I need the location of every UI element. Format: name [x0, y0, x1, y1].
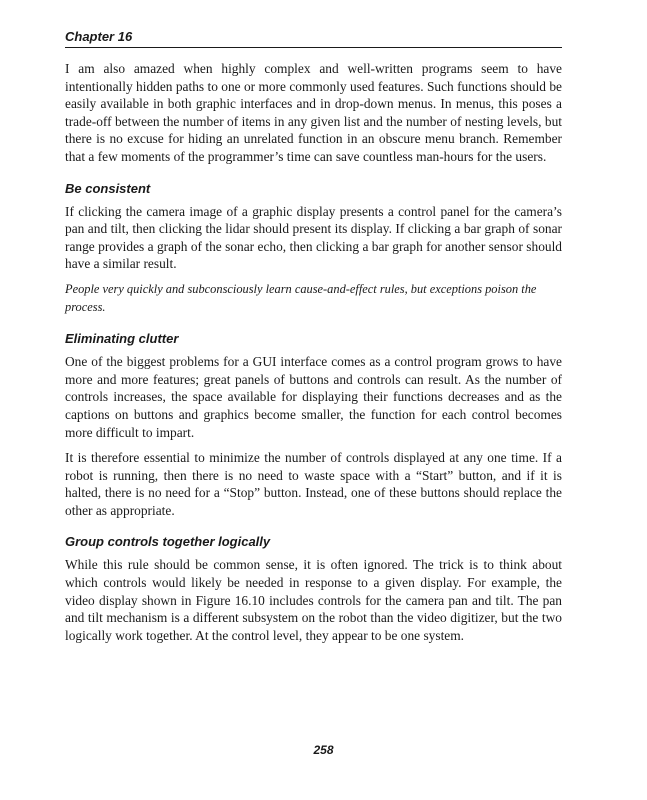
intro-paragraph: I am also amazed when highly complex and well-written programs seem to have intentionally hidden paths to one or more commonly used features. Such functions should be easily available in both graphic interfaces and in drop-down menus. In menus, this poses a trade-off between the number of items in any given list and the number of nesting levels, but there is no excuse for hiding an unrelated function in an obscure menu branch. Remember that a few moments of the programmer’s time can save countless man-hours for the users. [65, 61, 562, 164]
section-heading-group-controls: Group controls together logically [65, 534, 271, 550]
paragraph-group-controls: While this rule should be common sense, it is often ignored. The trick is to think about which controls would likely be needed in response to a given display. For example, the video display shown in Figure 16.10 includes controls for the camera pan and tilt. The pan and tilt mechanism is a different subsystem on the robot than the video digitizer, but the two logically work together. At the control level, they appear to be one system. [65, 557, 562, 643]
page-content [65, 28, 562, 652]
page-number: 258 [313, 743, 334, 757]
section-heading-eliminating-clutter: Eliminating clutter [65, 331, 179, 347]
paragraph-clutter-1: One of the biggest problems for a GUI interface comes as a control program grows to have more and more features; great panels of buttons and controls can result. As the number of controls increases, the space available for displaying their functions decreases and as the captions on buttons and graphics become smaller, the function for each control becomes more difficult to impart. [65, 354, 562, 440]
paragraph-be-consistent: If clicking the camera image of a graphic display presents a control panel for the camera’s pan and tilt, then clicking the lidar should present its display. If clicking a bar graph of sonar range provides a graph of the sonar echo, then clicking a bar graph for another sensor should have a similar result. [65, 203, 562, 272]
paragraph-clutter-2: It is therefore essential to minimize the number of controls displayed at any one time. If a robot is running, then there is no need to waste space with a “Start” button, and if it is halted, there is no need for a “Stop” button. Instead, one of these buttons should replace the other as appropriate. [65, 450, 562, 518]
pull-quote: People very quickly and subconsciously learn cause-and-effect rules, but exceptions poison the process. [65, 281, 537, 314]
chapter-header: Chapter 16 [65, 28, 562, 48]
section-heading-be-consistent: Be consistent [65, 180, 151, 196]
